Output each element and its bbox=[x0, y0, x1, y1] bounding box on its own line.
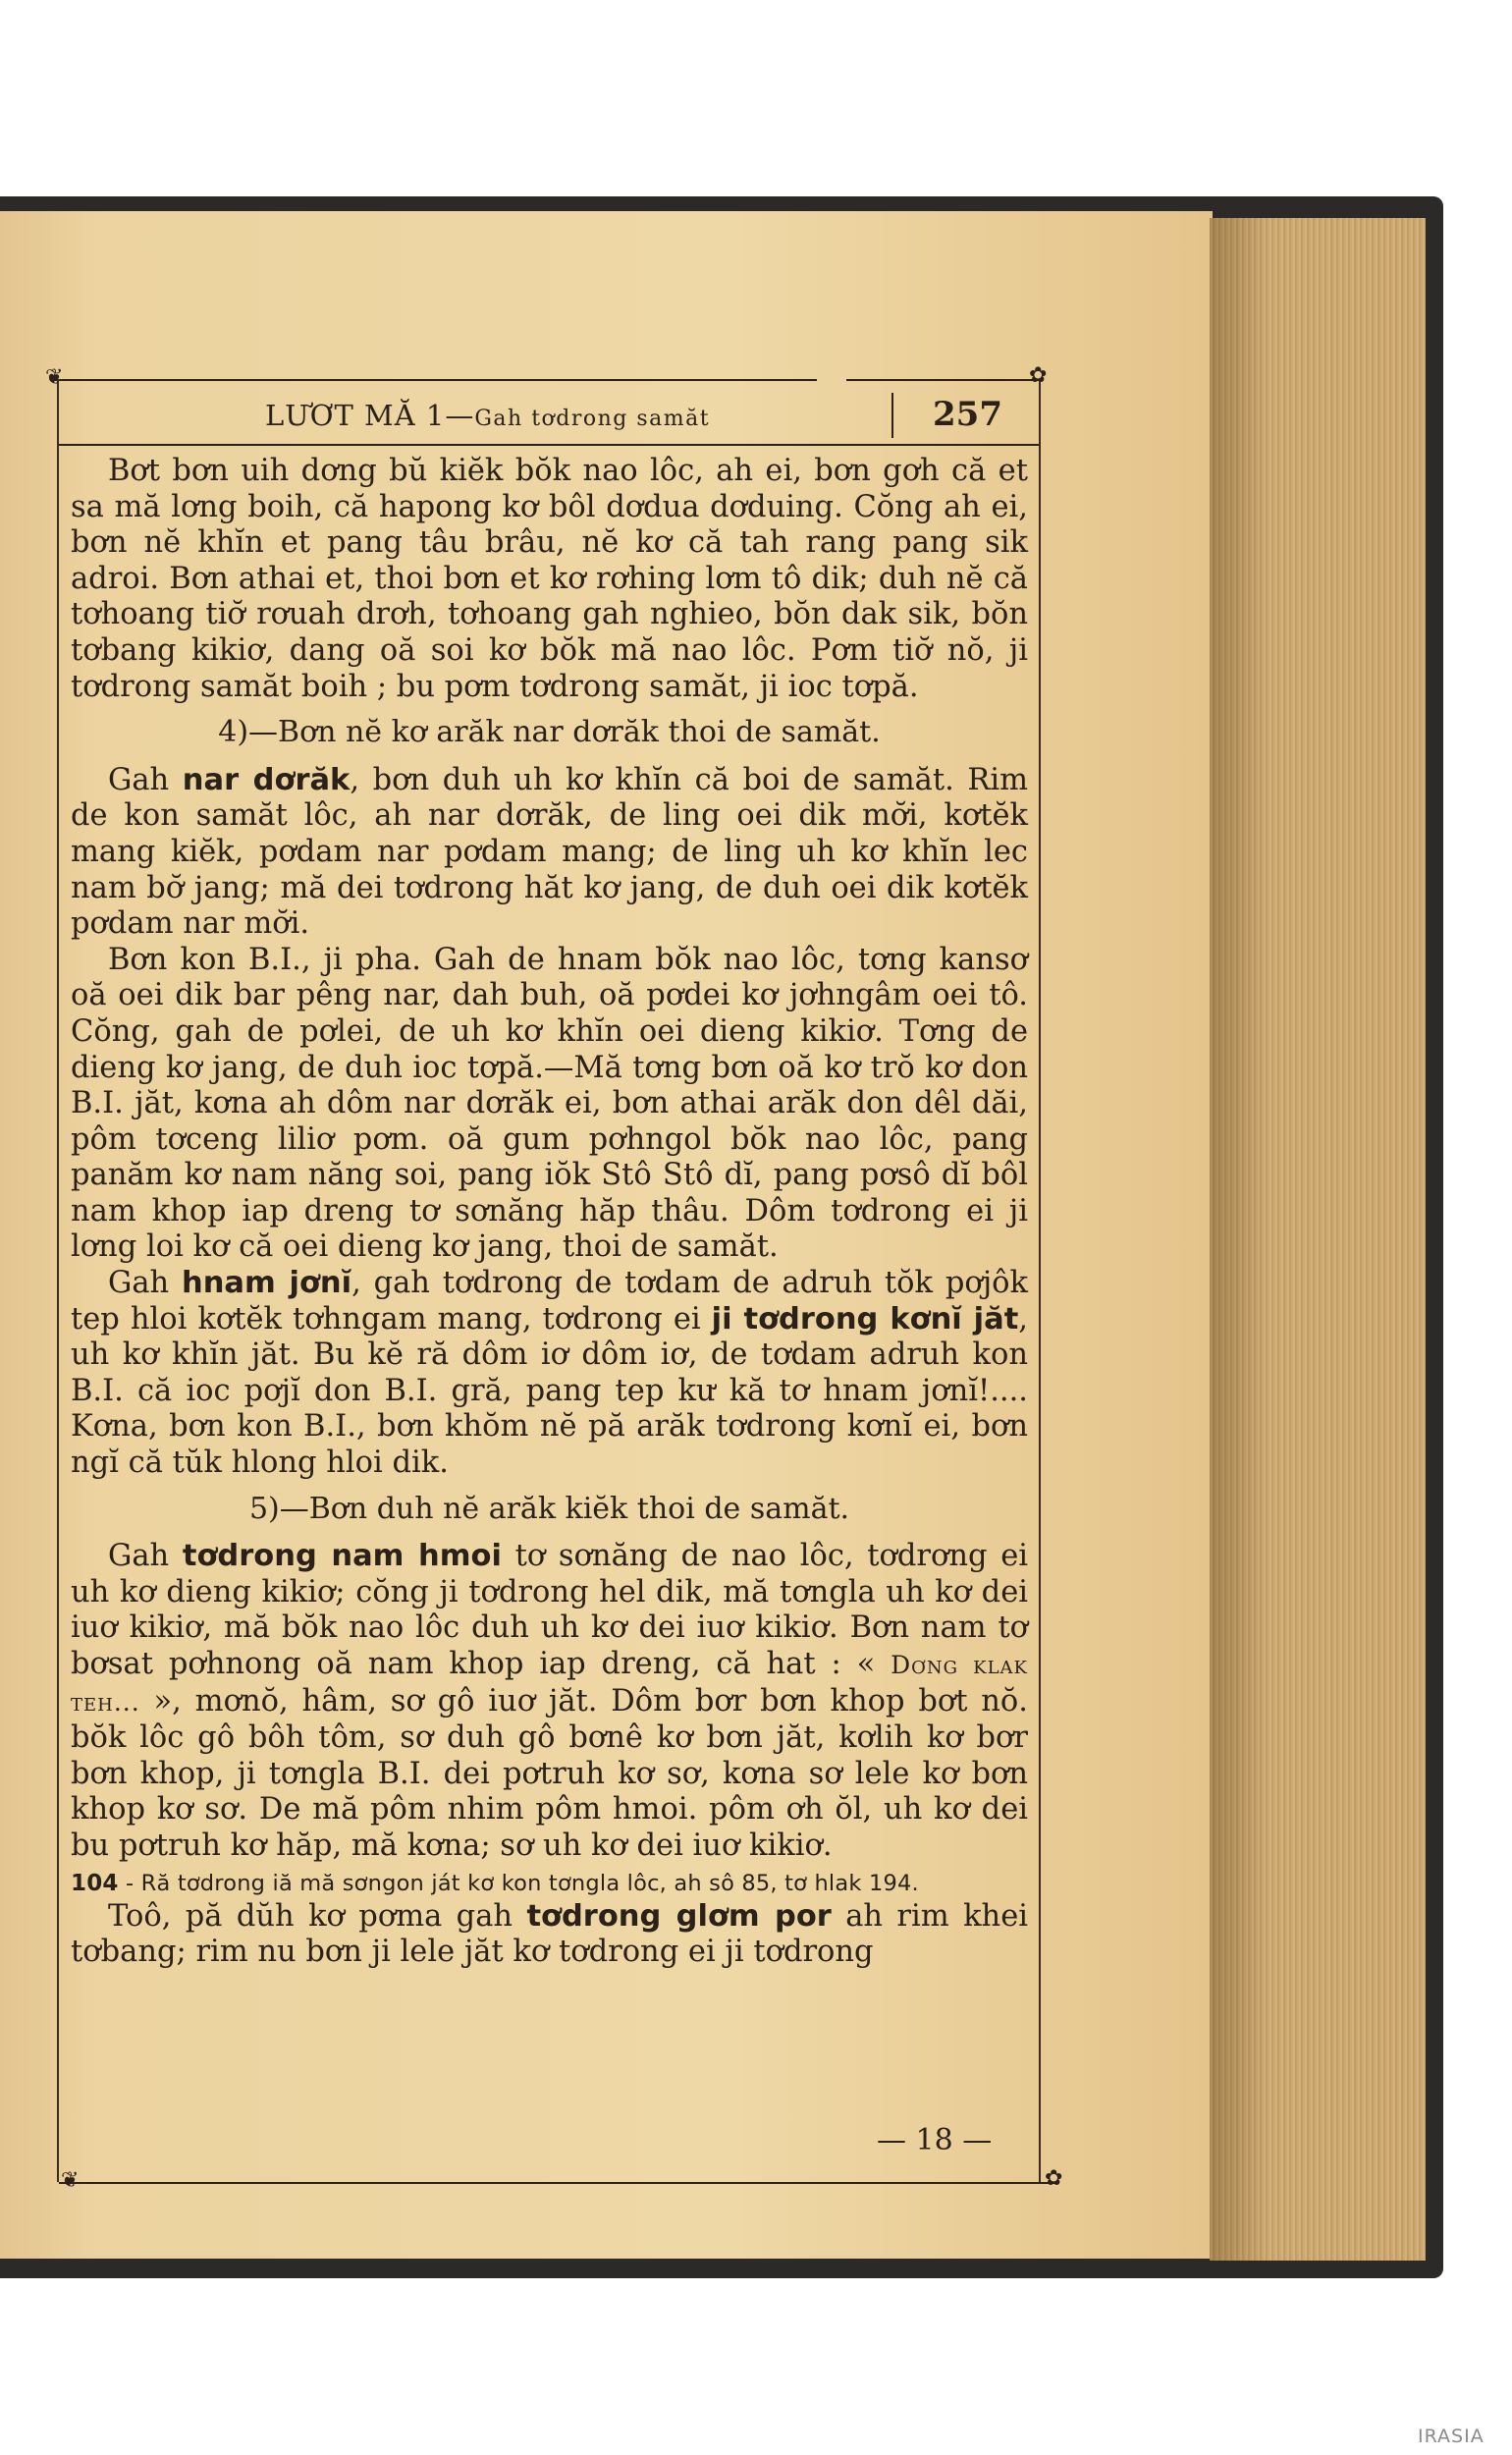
paragraph bbox=[71, 1899, 1028, 1971]
bold-term: tơdrong nam hmoi bbox=[182, 1539, 502, 1574]
watermark: IRASIA bbox=[1418, 2426, 1485, 2447]
ornament-bottom-left-icon: ❦ bbox=[61, 2168, 80, 2193]
text-run: Gah bbox=[108, 1266, 182, 1301]
running-title bbox=[265, 399, 710, 432]
page-edge-shadow bbox=[1210, 218, 1269, 2261]
page-body bbox=[71, 454, 1028, 1971]
text-run: , bơn duh uh kơ khĭn că boi de samăt. Rim de kon samăt lôc, ah nar dơrăk, de ling oei dik mơ̆i, kơtĕk mang kiĕk, pơdam nar pơdam mang; de ling uh kơ khĭn lec nam bơ̆ jang; mă dei tơdrong hăt kơ jang, de duh oei dik kơtĕk pơdam nar mơ̆i. bbox=[71, 762, 1029, 942]
text-run: Gah bbox=[108, 1539, 183, 1574]
paragraph bbox=[71, 1539, 1028, 1864]
paragraph: Bơn kon B.I., ji pha. Gah de hnam bŏk nao lôc, tơng kansơ oă oei dik bar pêng nar, dah buh, oă pơdei kơ jơhngâm oei tô. Cŏng, gah de pơlei, de uh kơ khĭn oei dieng kikiơ. Tơng de dieng kơ jang, de duh ioc tơpă.—Mă tơng bơn oă kơ trŏ kơ don B.I. jăt, kơna ah dôm nar dơrăk ei, bơn athai arăk don dêl dăi, pôm tơceng liliơ pơm. oă gum pơhngol bŏk nao lôc, pang panăm kơ nam năng soi, pang iŏk Stô Stô dĭ, pang pơsô dĭ bôl nam khop iap dreng tơ sơnăng hăp thâu. Dôm tơdrong ei ji lơng loi kơ că oei dieng kơ jang, thoi de samăt. bbox=[71, 942, 1028, 1265]
text-run: tơ sơnăng de nao lôc, tơdrơng ei uh kơ dieng kikiơ; cŏng ji tơdrong hel dik, mă tơngla uh kơ dei iuơ kikiơ, mă bŏk nao lôc duh uh kơ dei iuơ kikiơ. Bơn nam tơ bơsat pơhnong oă nam khop iap dreng, că hat : « bbox=[71, 1539, 1028, 1681]
frame-bottom-rule bbox=[59, 2182, 1055, 2184]
running-title-main: LƯƠT MĂ 1— bbox=[265, 399, 475, 432]
signature-mark: — 18 — bbox=[877, 2123, 993, 2157]
frame-left-rule bbox=[57, 379, 59, 2182]
bold-term: tơdrong glơm por bbox=[526, 1898, 832, 1934]
frame-right-rule bbox=[1039, 379, 1041, 2182]
text-run: », mơnŏ, hâm, sơ gô iuơ jăt. Dôm bơr bơn khop bơt nŏ. bŏk lôc gô bôh tôm, sơ duh gô bơnê kơ bơn jăt, kơlih kơ bơr bơn khop, ji tơngla B.I. dei pơtruh kơ sơ, kơna sơ lele kơ bơn khop kơ sơ. De mă pôm nhim pôm hmoi. pôm ơh ŏl, uh kơ dei bu pơtruh kơ hăp, mă kơna; sơ uh kơ dei iuơ kikiơ. bbox=[71, 1683, 1028, 1863]
frame-top-rule bbox=[51, 379, 1043, 381]
header-divider bbox=[891, 393, 893, 438]
text-run: Toô, pă dŭh kơ pơma gah bbox=[108, 1898, 527, 1934]
ornament-top-left-icon: ❦ bbox=[45, 365, 64, 390]
bold-term: hnam jơnĭ bbox=[182, 1266, 352, 1301]
running-title-subtitle: Gah tơdrong samăt bbox=[474, 407, 711, 431]
footnote bbox=[71, 1871, 1028, 1897]
footnote-number: 104 bbox=[71, 1870, 119, 1896]
text-run: Gah bbox=[108, 762, 183, 797]
ornament-top-right-icon: ✿ bbox=[1029, 363, 1048, 388]
text-run: , uh kơ khĭn jăt. Bu kĕ ră dôm iơ dôm iơ, de tơdam adruh kon B.I. că ioc pơjĭ don B.I. gră, pang tep kư kă tơ hnam jơnĭ!.... Kơna, bơn kon B.I., bơn khŏm nĕ pă arăk tơdrong kơnĭ ei, bơn ngĭ că tŭk hlong hloi dik. bbox=[71, 1301, 1028, 1481]
page-number: 257 bbox=[933, 395, 1002, 434]
section-heading-4: 4)—Bơn nĕ kơ arăk nar dơrăk thoi de samăt. bbox=[218, 715, 881, 750]
bold-term: ji tơdrong kơnĭ jăt bbox=[711, 1301, 1019, 1337]
bold-term: nar dơrăk bbox=[182, 762, 351, 797]
paragraph bbox=[71, 1266, 1028, 1482]
footnote-text: - Ră tơdrong iă mă sơngon ját kơ kon tơngla lôc, ah sô 85, tơ hlak 194. bbox=[118, 1870, 919, 1896]
ornament-bottom-right-icon: ✿ bbox=[1045, 2166, 1063, 2191]
text-run: ah rim khei tơbang; rim nu bơn ji lele jăt kơ tơdrong ei ji tơdrong bbox=[71, 1898, 1029, 1970]
running-header bbox=[59, 393, 1039, 446]
section-heading-5: 5)—Bơn duh nĕ arăk kiĕk thoi de samăt. bbox=[248, 1491, 850, 1526]
quoted-smallcaps: Dơng klak teh... bbox=[71, 1651, 1028, 1717]
paragraph: Bơt bơn uih dơng bŭ kiĕk bŏk nao lôc, ah ei, bơn gơh că et sa mă lơng boih, că hapong kơ bôl dơdua dơduing. Cŏng ah ei, bơn nĕ khĭn et pang tâu brâu, nĕ kơ că tah rang pang sik adroi. Bơn athai et, thoi bơn et kơ rơhing lơm tô dik; duh nĕ că tơhoang tiơ̆ rơuah drơh, tơhoang gah nghieo, bŏn dak sik, bŏn tơbang kikiơ, dang oă soi kơ bŏk mă nao lôc. Pơm tiơ̆ nŏ, ji tơdrong samăt boih ; bu pơm tơdrong samăt, ji ioc tơpă. bbox=[71, 454, 1028, 704]
text-run: , gah tơdrong de tơdam de adruh tŏk pơjôk tep hloi kơtĕk tơhngam mang, tơdrong ei bbox=[71, 1266, 1029, 1337]
paragraph bbox=[71, 763, 1028, 943]
